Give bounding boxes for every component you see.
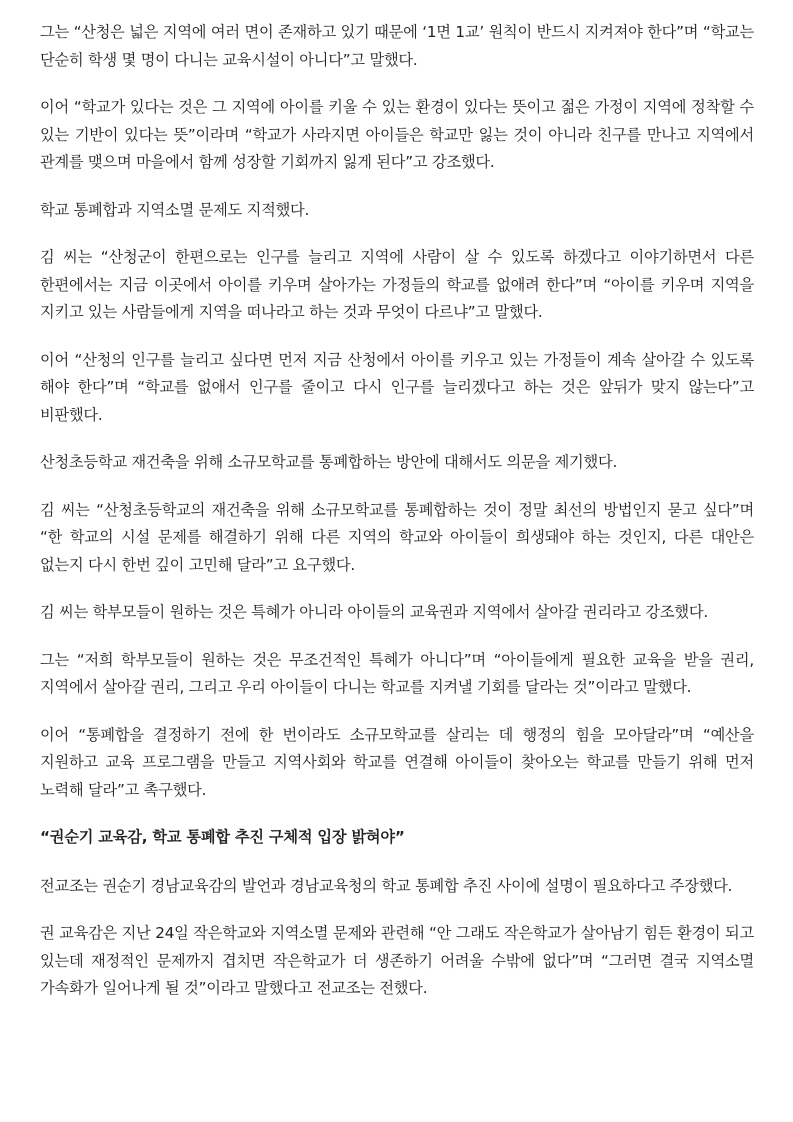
article-paragraph: 김 씨는 “산청초등학교의 재건축을 위해 소규모학교를 통폐합하는 것이 정말 최선의 방법인지 묻고 싶다”며 “한 학교의 시설 문제를 해결하기 위해 다른 지역의 학교와 아이들이 희생돼야 하는 것인지, 다른 대안은 없는지 다시 한번 깊이 고민해 달라”고 요구했다. — [40, 500, 754, 574]
article-paragraph: 김 씨는 “산청군이 한편으로는 인구를 늘리고 지역에 사람이 살 수 있도록 하겠다고 이야기하면서 다른 한편에서는 지금 이곳에서 아이를 키우며 살아가는 가정들의 학교를 없애려 한다”며 “아이를 키우며 지역을 지키고 있는 사람들에게 지역을 떠나라고 하는 것과 무엇이 다르냐”고 말했다. — [40, 248, 754, 321]
section-subheading: “권순기 교육감, 학교 통폐합 추진 구체적 입장 밝혀야” — [40, 828, 405, 846]
article-paragraph: 산청초등학교 재건축을 위해 소규모학교를 통폐합하는 방안에 대해서도 의문을 제기했다. — [40, 453, 618, 471]
article-paragraph: 전교조는 권순기 경남교육감의 발언과 경남교육청의 학교 통폐합 추진 사이에 설명이 필요하다고 주장했다. — [40, 876, 733, 895]
article-paragraph: 권 교육감은 지난 24일 작은학교와 지역소멸 문제와 관련해 “안 그래도 작은학교가 살아남기 힘든 환경이 되고 있는데 재정적인 문제까지 겹치면 작은학교가 더 생존하기 어려울 수밖에 없다”며 “그러면 결국 지역소멸 가속화가 일어나게 될 것”이라고 말했다고 전교조는 전했다. — [40, 924, 754, 997]
article-paragraph: 학교 통폐합과 지역소멸 문제도 지적했다. — [40, 200, 310, 219]
article-paragraph: 이어 “산청의 인구를 늘리고 싶다면 먼저 지금 산청에서 아이를 키우고 있는 가정들이 계속 살아갈 수 있도록 해야 한다”며 “학교를 없애서 인구를 줄이고 다시 인구를 늘리겠다고 하는 것은 앞뒤가 맞지 않는다”고 비판했다. — [40, 350, 754, 424]
article-paragraph: 그는 “저희 학부모들이 원하는 것은 무조건적인 특혜가 아니다”며 “아이들에게 필요한 교육을 받을 권리, 지역에서 살아갈 권리, 그리고 우리 아이들이 다니는 학교를 지켜낼 기회를 달라는 것”이라고 말했다. — [40, 650, 754, 696]
article-paragraph: 이어 “통폐합을 결정하기 전에 한 번이라도 소규모학교를 살리는 데 행정의 힘을 모아달라”며 “예산을 지원하고 교육 프로그램을 만들고 지역사회와 학교를 연결해 아이들이 찾아오는 학교를 만들기 위해 먼저 노력해 달라”고 촉구했다. — [40, 725, 754, 799]
article-paragraph: 김 씨는 학부모들이 원하는 것은 특혜가 아니라 아이들의 교육권과 지역에서 살아갈 권리라고 강조했다. — [40, 603, 708, 621]
article-paragraph: 이어 “학교가 있다는 것은 그 지역에 아이를 키울 수 있는 환경이 있다는 뜻이고 젊은 가정이 지역에 정착할 수 있는 기반이 있다는 뜻”이라며 “학교가 사라지면 아이들은 학교만 잃는 것이 아니라 친구를 만나고 지역에서 관계를 맺으며 마을에서 함께 성장할 기회까지 잃게 된다”고 강조했다. — [40, 98, 754, 171]
article-paragraph: 그는 “산청은 넓은 지역에 여러 면이 존재하고 있기 때문에 ‘1면 1교’ 원칙이 반드시 지켜져야 한다”며 “학교는 단순히 학생 몇 명이 다니는 교육시설이 아니다”고 말했다. — [40, 23, 754, 69]
article-body — [40, 19, 754, 1023]
